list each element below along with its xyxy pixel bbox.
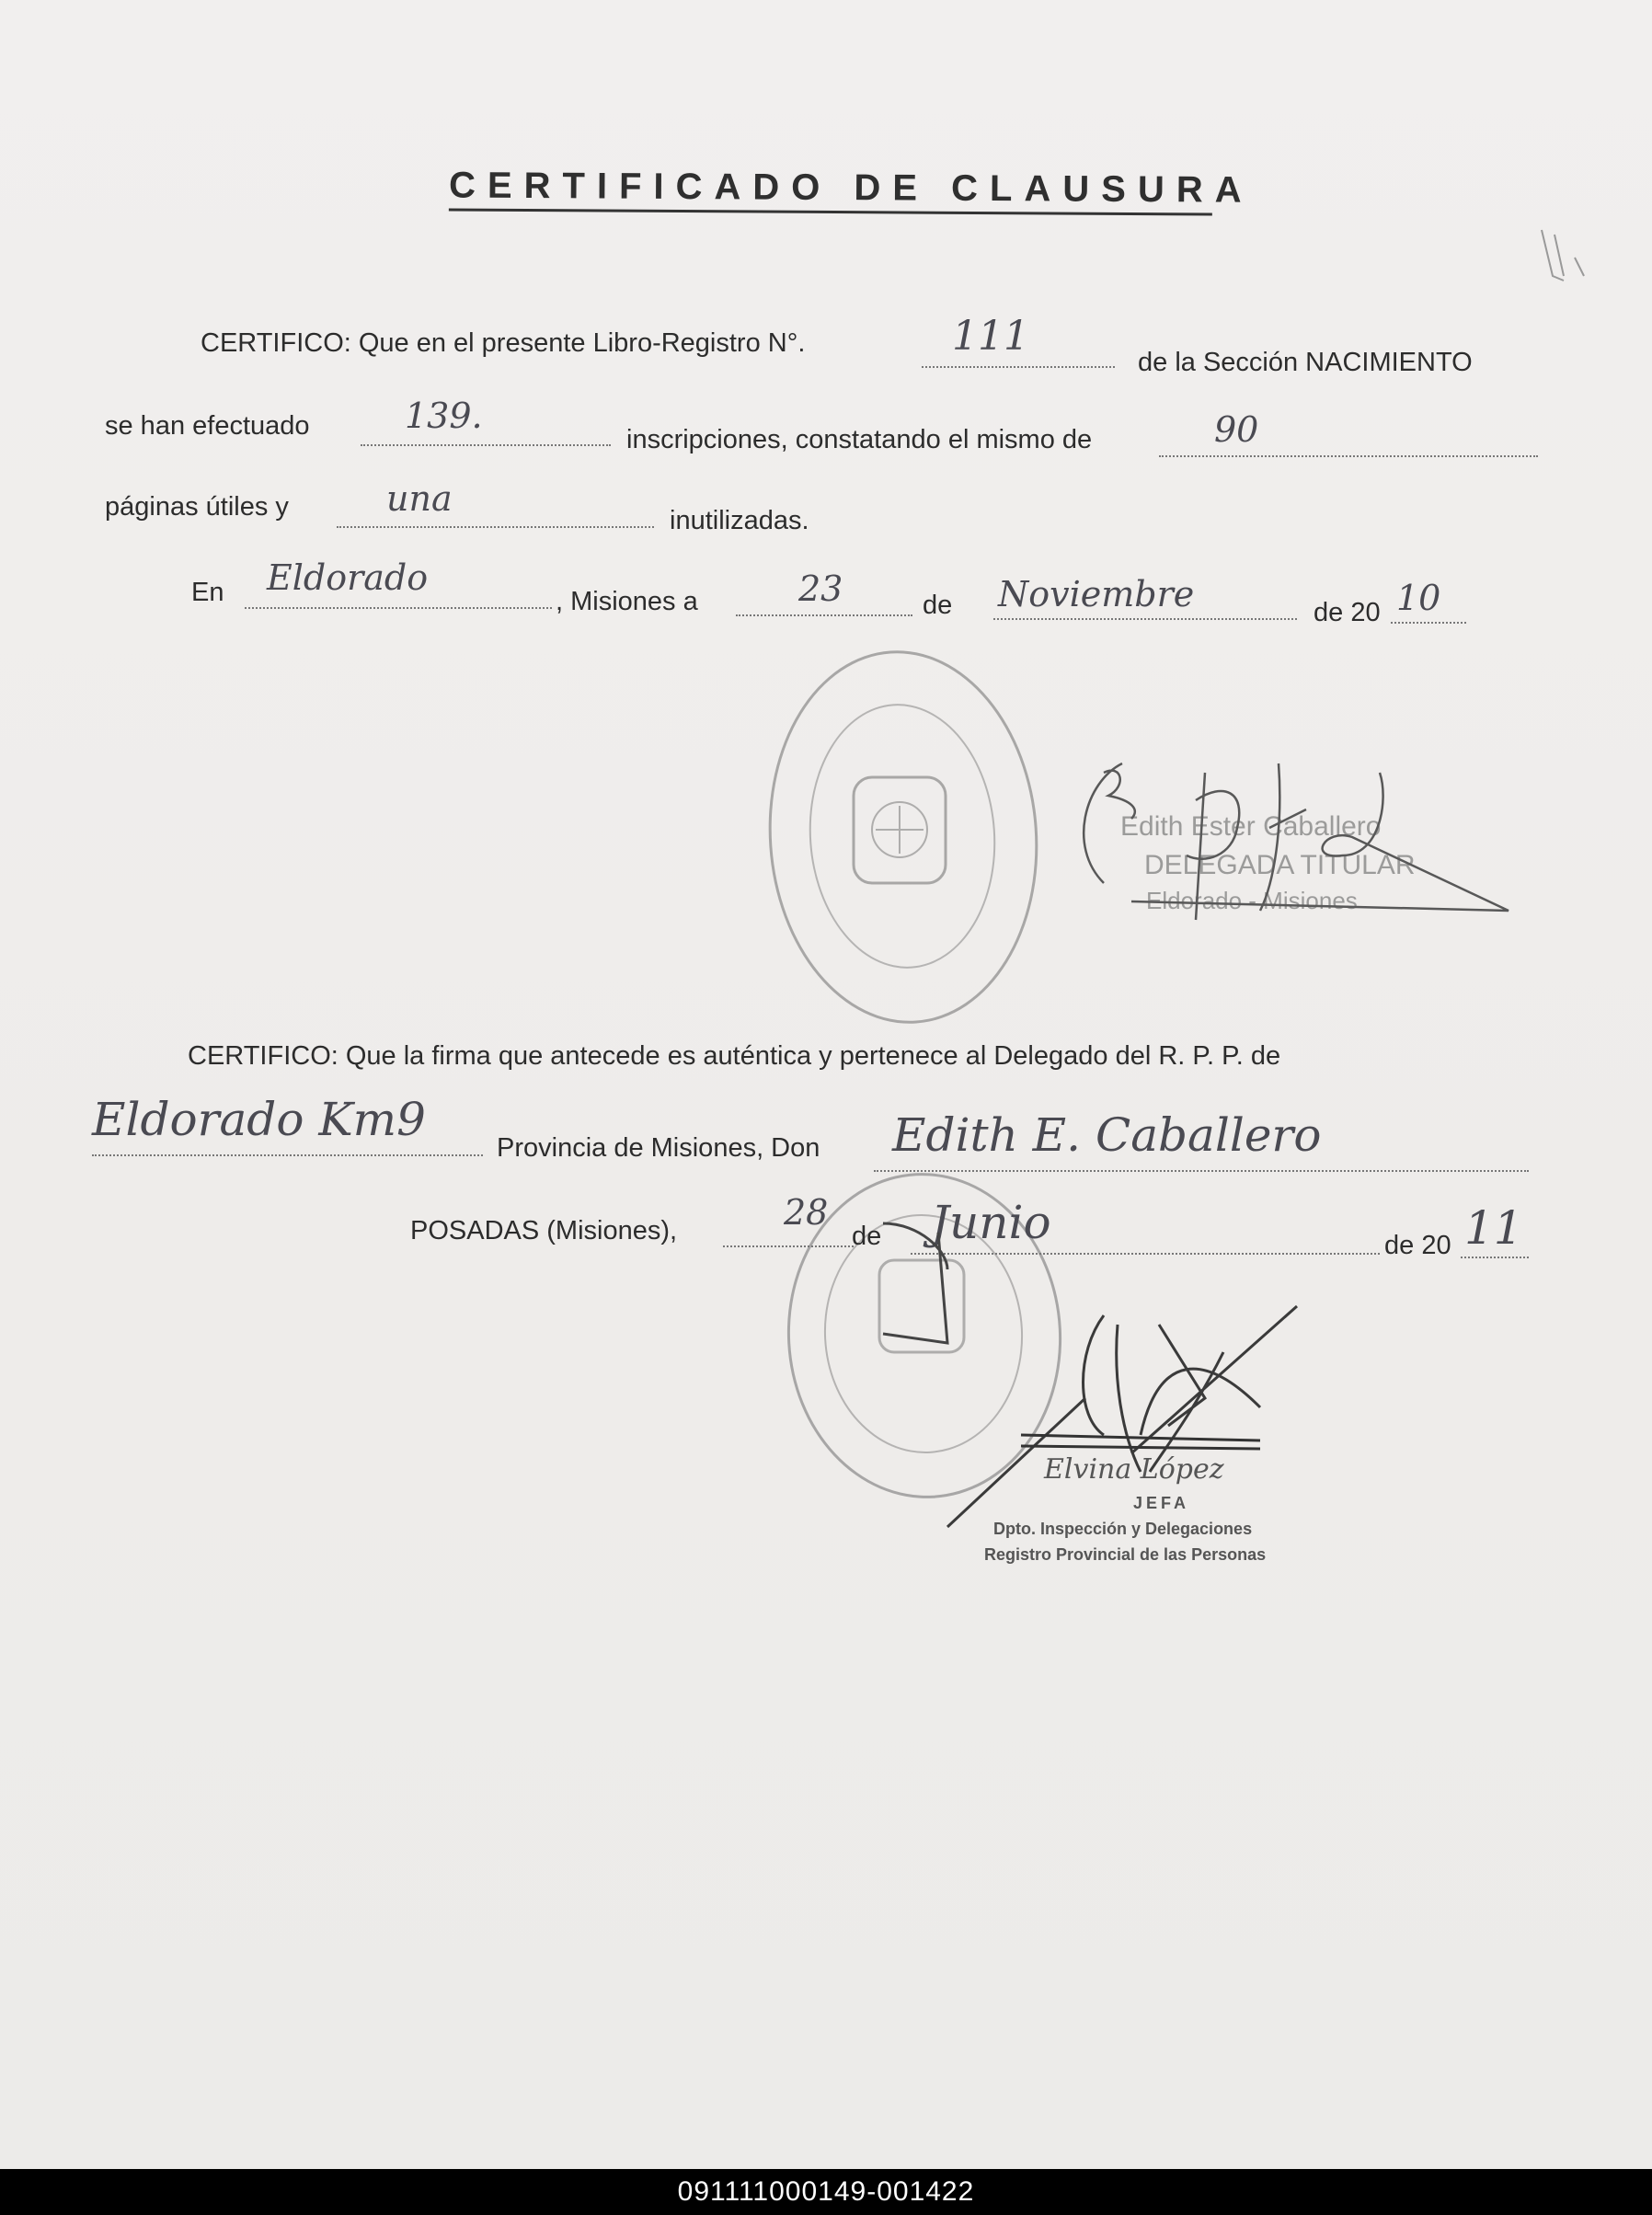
stamp2-name: Elvina López: [1044, 1453, 1224, 1486]
line7-lead: POSADAS (Misiones),: [410, 1216, 678, 1245]
stamp1-place: Eldorado - Misiones: [1146, 887, 1358, 914]
line1-lead: CERTIFICO: Que en el presente Libro-Registro N°.: [201, 328, 806, 358]
dia2-valor: 28: [784, 1192, 829, 1233]
stamp2-role: JEFA: [1133, 1494, 1190, 1512]
libro-numero: 111: [952, 313, 1029, 360]
paginas-valor: 90: [1214, 409, 1259, 450]
line5-text: CERTIFICO: Que la firma que antecede es auténtica y pertenece al Delegado del R. P. P. de: [188, 1041, 1281, 1071]
line4-anio-prefix: de 20: [1314, 598, 1381, 627]
line7-anio-prefix: de 20: [1384, 1231, 1451, 1260]
inscripciones-valor: 139.: [405, 396, 483, 436]
nombre-valor: Edith E. Caballero: [892, 1108, 1322, 1162]
document-title: CERTIFICADO DE CLAUSURA: [449, 165, 1212, 215]
lugar2-valor: Eldorado Km9: [92, 1093, 426, 1146]
stamp1-role: DELEGADA TITULAR: [1144, 850, 1416, 880]
anio2-valor: 11: [1464, 1201, 1523, 1255]
line7-de: de: [852, 1222, 882, 1251]
line1-tail: de la Sección NACIMIENTO: [1138, 348, 1473, 377]
line2-lead: se han efectuado: [105, 411, 310, 441]
anio-valor: 10: [1396, 578, 1441, 618]
stamp2-org: Registro Provincial de las Personas: [984, 1545, 1267, 1564]
line4-misiones: , Misiones a: [556, 587, 698, 616]
mes2-valor: Junio: [931, 1196, 1051, 1249]
inutilizadas-valor: una: [386, 478, 453, 519]
lugar-valor: Eldorado: [267, 557, 429, 598]
line2-middle: inscripciones, constatando el mismo de: [626, 425, 1093, 454]
line4-en: En: [191, 578, 224, 607]
line6-middle: Provincia de Misiones, Don: [497, 1133, 820, 1163]
stamp2-dept: Dpto. Inspección y Delegaciones: [993, 1520, 1253, 1538]
stamp1-name: Edith Ester Caballero: [1120, 811, 1382, 842]
footer-barcode-id: 091111000149-001422: [0, 2169, 1652, 2215]
line3-lead: páginas útiles y: [105, 492, 289, 522]
dia-valor: 23: [798, 568, 843, 609]
line4-de: de: [923, 591, 953, 620]
line3-tail: inutilizadas.: [670, 506, 809, 535]
mes-valor: Noviembre: [998, 574, 1195, 614]
